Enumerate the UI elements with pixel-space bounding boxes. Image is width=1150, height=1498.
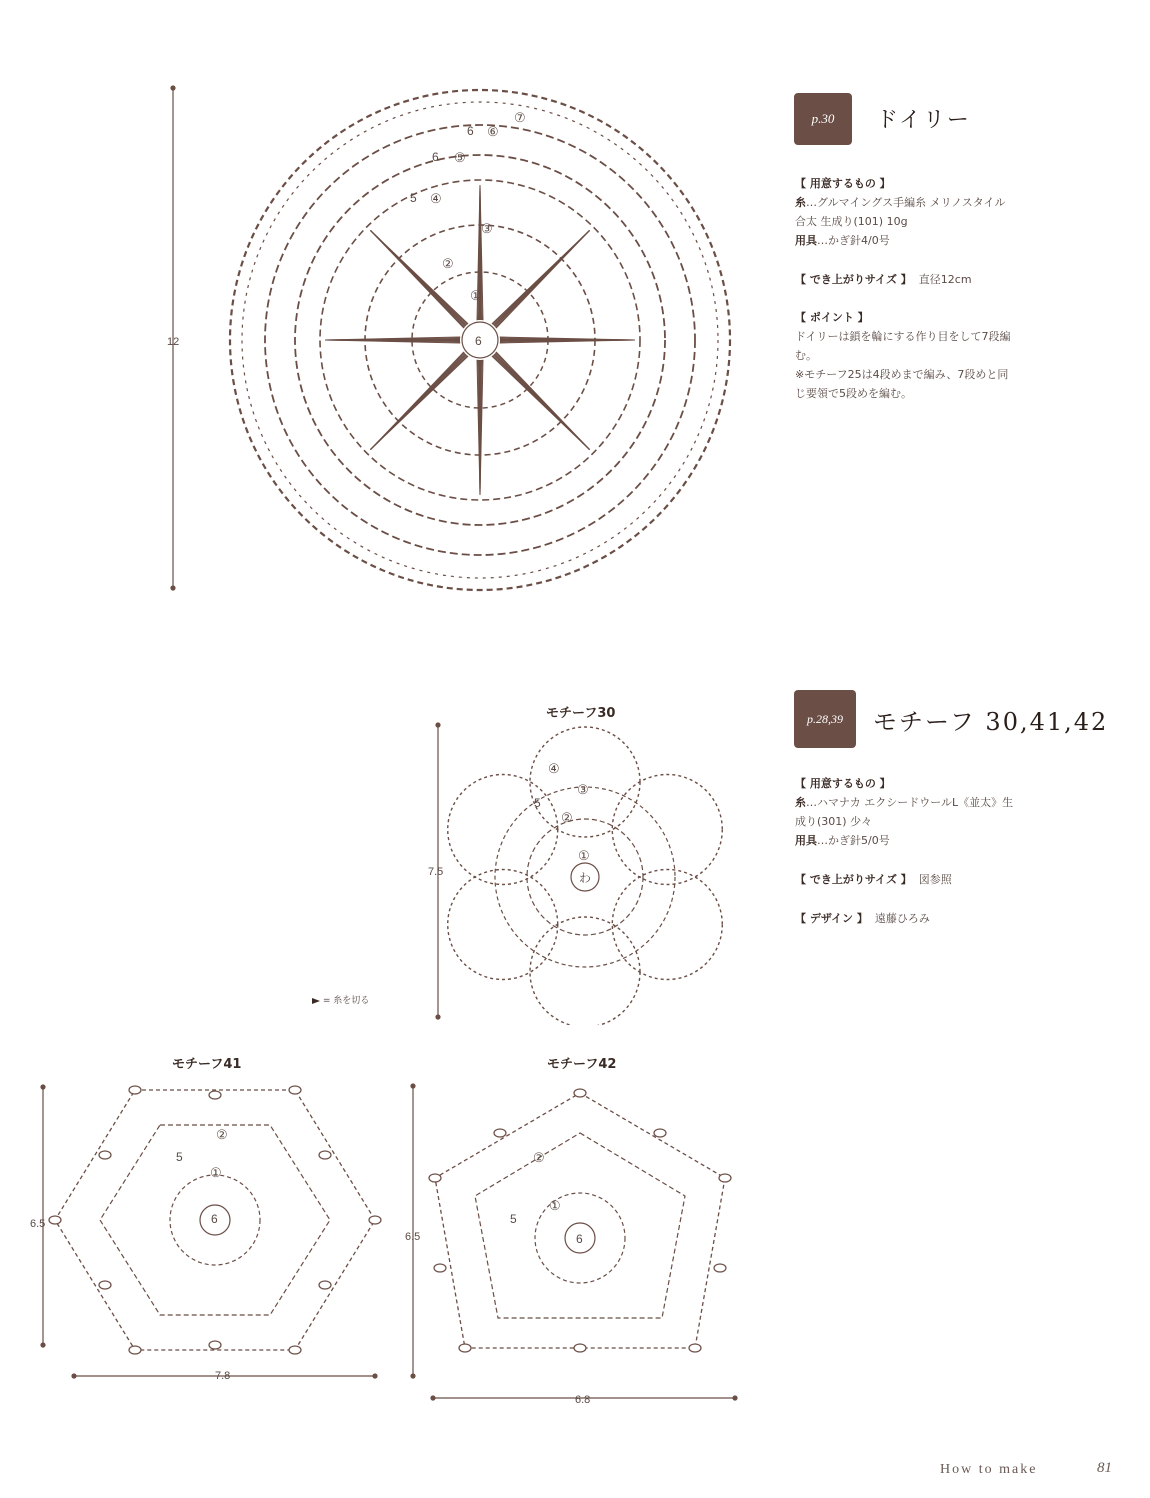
doily-yarn-line [795, 193, 1115, 212]
doily-point-line1: ドイリーは鎖を輪にする作り目をして7段編 [795, 330, 1011, 343]
motif41-row-1: ① [210, 1165, 222, 1180]
doily-row-7: ⑦ [514, 110, 526, 125]
doily-point-line4: じ要領で5段めを編む。 [795, 387, 912, 400]
doily-page-badge: p.30 [794, 93, 852, 145]
motif42-row-2: ② [533, 1150, 545, 1165]
motif30-title: モチーフ30 [546, 706, 616, 721]
motif30-row-3: ③ [577, 782, 589, 797]
doily-yarn-text2: 合太 生成り(101) 10g [795, 215, 908, 228]
motif30-center: わ [579, 871, 592, 885]
motif41-row-2: ② [216, 1127, 228, 1142]
motif-design-text: 遠藤ひろみ [874, 912, 930, 925]
motif30-row5: 5 [534, 796, 541, 810]
doily-count-5: 5 [410, 191, 417, 205]
doily-row-4: ④ [430, 191, 442, 206]
doily-tool-text: …かぎ針4/0号 [817, 234, 890, 247]
motif-design-head: 【 デザイン 】 [795, 912, 868, 925]
motif-page-badge: p.28,39 [794, 690, 856, 748]
motif41-height: 6.5 [30, 1218, 46, 1230]
footer-how-to-make: How to make [940, 1462, 1038, 1477]
motif41-row5: 5 [176, 1150, 183, 1164]
doily-tool-label: 用具 [795, 234, 817, 247]
doily-materials-head: 【 用意するもの 】 [795, 177, 891, 190]
doily-row-5: ⑤ [454, 150, 466, 165]
motif-details [795, 775, 1115, 928]
motif-yarn-label: 糸 [795, 796, 806, 809]
doily-tool-line [795, 231, 1115, 250]
motif-design-line [795, 909, 1115, 928]
doily-size-line [795, 270, 1115, 289]
cut-yarn-legend [312, 993, 369, 1006]
motif30-height: 7.5 [428, 866, 444, 878]
motif-size-head: 【 でき上がりサイズ 】 [795, 873, 912, 886]
doily-row-6: ⑥ [487, 124, 499, 139]
motif42-title: モチーフ42 [547, 1057, 617, 1072]
doily-size-text: 直径12cm [918, 273, 972, 286]
doily-yarn-text: …グルマイングス手編糸 メリノスタイル [806, 196, 1006, 209]
motif42-row-1: ① [549, 1198, 561, 1213]
doily-center-count: 6 [475, 334, 482, 348]
motif42-height: 6.5 [405, 1231, 421, 1243]
page-number: 81 [1097, 1460, 1112, 1476]
motif-yarn-text: …ハマナカ エクシードウールL《並太》生 [806, 796, 1014, 809]
motif-size-line [795, 870, 1115, 889]
motif41-diagram [30, 1075, 390, 1387]
doily-yarn-label: 糸 [795, 196, 806, 209]
motif42-width: 6.8 [575, 1394, 591, 1406]
motif30-row-4: ④ [548, 761, 560, 776]
doily-row-2: ② [442, 256, 454, 271]
motif41-width: 7.8 [215, 1370, 231, 1382]
doily-details [795, 175, 1115, 403]
doily-title: ドイリー [876, 108, 971, 133]
doily-point-line3: ※モチーフ25は4段めまで編み、7段めと同 [795, 368, 1009, 381]
legend-text: = 糸を切る [322, 996, 370, 1006]
motif-title: モチーフ 30,41,42 [873, 708, 1109, 736]
motif41-center: 6 [211, 1212, 218, 1226]
motif42-center: 6 [576, 1232, 583, 1246]
motif-yarn-line [795, 793, 1115, 812]
cut-arrow-icon [312, 998, 320, 1004]
motif42-diagram [400, 1078, 750, 1408]
motif-yarn-text2: 成り(301) 少々 [795, 815, 873, 828]
motif-tool-text: …かぎ針5/0号 [817, 834, 890, 847]
motif-materials-head: 【 用意するもの 】 [795, 777, 891, 790]
motif-tool-label: 用具 [795, 834, 817, 847]
motif42-row5: 5 [510, 1212, 517, 1226]
doily-count-6a: 6 [432, 150, 439, 164]
doily-point-line2: む。 [795, 349, 817, 362]
doily-count-6b: 6 [467, 124, 474, 138]
doily-size-head: 【 でき上がりサイズ 】 [795, 273, 912, 286]
doily-point-head: 【 ポイント 】 [795, 311, 869, 324]
motif30-row-2: ② [561, 810, 573, 825]
motif-size-text: 図参照 [918, 873, 952, 886]
doily-row-1: ① [470, 288, 482, 303]
motif30-row-1: ① [578, 848, 590, 863]
doily-dimension: 12 [167, 336, 180, 348]
motif-tool-line [795, 831, 1115, 850]
doily-row-3: ③ [481, 221, 493, 236]
motif41-title: モチーフ41 [172, 1057, 242, 1072]
